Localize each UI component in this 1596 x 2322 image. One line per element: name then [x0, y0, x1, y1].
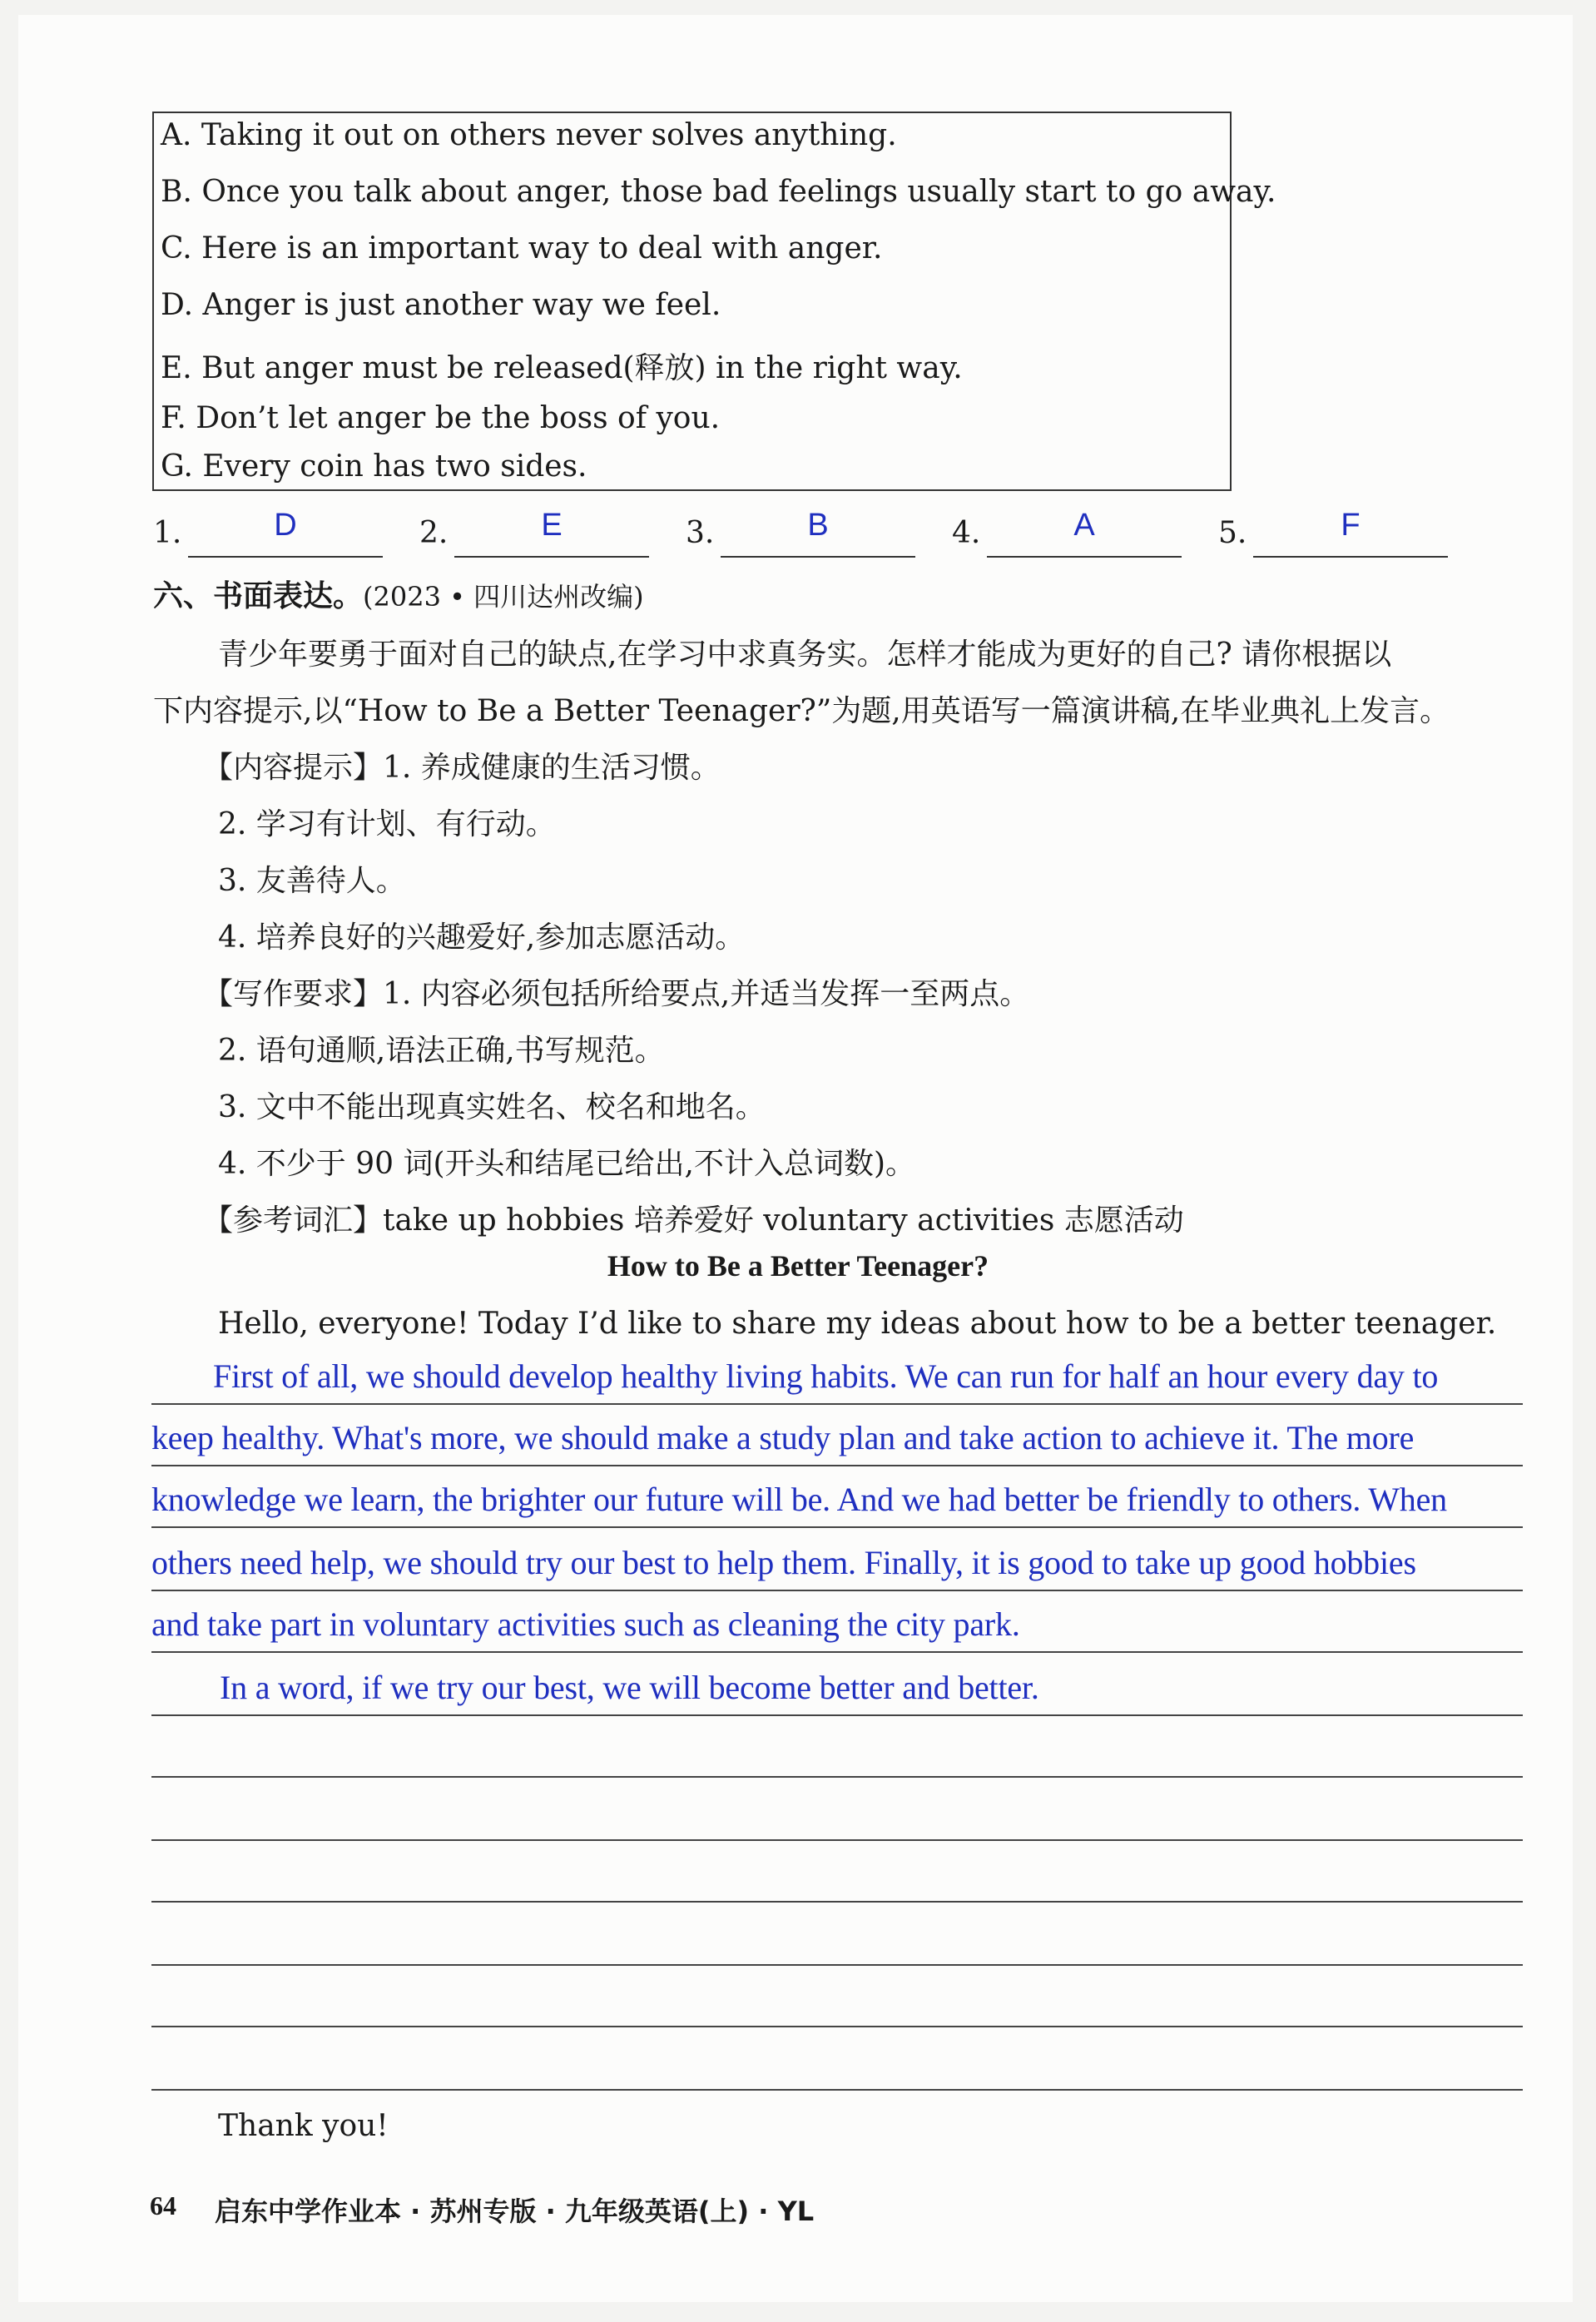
writing-line — [151, 1590, 1523, 1591]
option-a: A. Taking it out on others never solves anything. — [161, 118, 897, 152]
answer-blank[interactable] — [987, 556, 1182, 558]
requirement: 4. 不少于 90 词(开头和结尾已给出,不计入总词数)。 — [218, 1147, 916, 1181]
option-e: E. But anger must be released(释放) in the right way. — [161, 351, 963, 385]
writing-line — [151, 2026, 1523, 2027]
handwritten-line: others need help, we should try our best to help them. Finally, it is good to take up good hobbies — [151, 1544, 1416, 1581]
answer-number: 4. — [952, 516, 981, 550]
option-g: G. Every coin has two sides. — [161, 449, 587, 484]
writing-line — [151, 1403, 1523, 1405]
writing-line — [151, 1651, 1523, 1653]
prompt-line-2: 下内容提示,以“How to Be a Better Teenager?”为题,用英语写一篇演讲稿,在毕业典礼上发言。 — [153, 694, 1450, 728]
reference-vocab: 【参考词汇】take up hobbies 培养爱好 voluntary activities 志愿活动 — [203, 1203, 1184, 1238]
answer-value: D — [274, 508, 297, 543]
section-heading — [153, 573, 644, 615]
answer-value: B — [807, 508, 829, 543]
option-c: C. Here is an important way to deal with anger. — [161, 231, 883, 265]
options-box — [152, 112, 1276, 491]
writing-line — [151, 1839, 1523, 1841]
writing-line — [151, 1465, 1523, 1466]
content-tip: 【内容提示】1. 养成健康的生活习惯。 — [203, 751, 721, 785]
page-number: 64 — [150, 2191, 176, 2220]
book-title: 启东中学作业本 · 苏州专版 · 九年级英语(上) · YL — [215, 2195, 815, 2227]
content-tip: 3. 友善待人。 — [218, 864, 406, 898]
content-tip: 4. 培养良好的兴趣爱好,参加志愿活动。 — [218, 920, 746, 955]
answer-value: E — [541, 508, 563, 543]
requirement: 2. 语句通顺,语法正确,书写规范。 — [218, 1034, 665, 1068]
answer-blank[interactable] — [1253, 556, 1448, 558]
handwritten-line: keep healthy. What's more, we should make a study plan and take action to achieve it. The more — [151, 1419, 1415, 1456]
content-tip: 2. 学习有计划、有行动。 — [218, 807, 556, 841]
essay-opening: Hello, everyone! Today I’d like to share my ideas about how to be a better teenager. — [218, 1307, 1497, 1341]
answer-value: F — [1341, 508, 1361, 543]
handwritten-line: First of all, we should develop healthy living habits. We can run for half an hour every day to — [213, 1357, 1439, 1395]
answer-value: A — [1073, 508, 1095, 543]
answer-number: 1. — [153, 516, 182, 550]
writing-line — [151, 2089, 1523, 2091]
essay-closing: Thank you! — [218, 2109, 389, 2143]
option-f: F. Don’t let anger be the boss of you. — [161, 401, 721, 435]
essay-title: How to Be a Better Teenager? — [607, 1249, 989, 1283]
answer-number: 3. — [686, 516, 715, 550]
handwritten-line: In a word, if we try our best, we will become better and better. — [220, 1669, 1039, 1706]
handwritten-line: knowledge we learn, the brighter our future will be. And we had better be friendly to others. When — [151, 1481, 1447, 1518]
answer-number: 2. — [419, 516, 449, 550]
answer-number: 5. — [1218, 516, 1247, 550]
option-d: D. Anger is just another way we feel. — [161, 288, 721, 322]
answer-blank[interactable] — [188, 556, 383, 558]
requirement: 【写作要求】1. 内容必须包括所给要点,并适当发挥一至两点。 — [203, 977, 1030, 1011]
writing-line — [151, 1964, 1523, 1966]
requirement: 3. 文中不能出现真实姓名、校名和地名。 — [218, 1090, 766, 1124]
option-b: B. Once you talk about anger, those bad feelings usually start to go away. — [161, 175, 1276, 209]
writing-line — [151, 1901, 1523, 1903]
answer-blank[interactable] — [454, 556, 649, 558]
writing-line — [151, 1526, 1523, 1528]
writing-line — [151, 1776, 1523, 1778]
answer-blank[interactable] — [721, 556, 915, 558]
writing-line — [151, 1714, 1523, 1716]
prompt-line-1: 青少年要勇于面对自己的缺点,在学习中求真务实。怎样才能成为更好的自己? 请你根据以 — [218, 638, 1392, 672]
section-source: (2023 • 四川达州改编) — [363, 581, 644, 613]
answer-row — [0, 508, 1596, 566]
handwritten-line: and take part in voluntary activities such as cleaning the city park. — [151, 1605, 1020, 1643]
section-title: 六、书面表达。 — [153, 579, 364, 613]
